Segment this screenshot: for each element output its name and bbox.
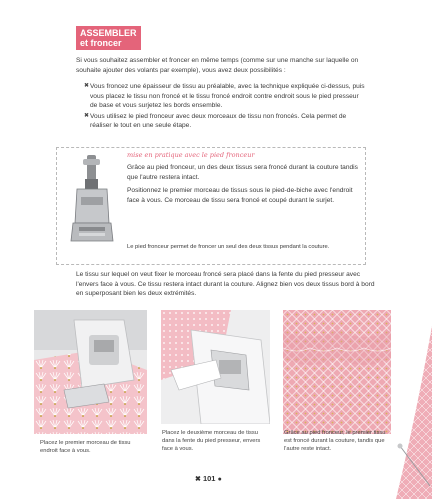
intro-paragraph: Si vous souhaitez assembler et froncer en même temps (comme sur une manche sur laquelle on souhaite ajouter des volants par exemple), vous avez deux possibilités :	[76, 57, 359, 74]
photo-caption-1: Placez le premier morceau de tissu endroit face à vous.	[40, 440, 131, 455]
page-number	[195, 474, 222, 483]
section-title-line2: et froncer	[80, 38, 122, 48]
box-caption: Le pied fronceur permet de froncer un seul des deux tissus pendant la couture.	[127, 244, 330, 250]
section-title-badge	[76, 26, 141, 50]
photo-caption-3: Grâce au pied fronceur, le premier tissu est froncé durant la couture, tandis que l'autre reste intact.	[284, 430, 386, 453]
presser-foot-photo	[63, 153, 120, 249]
box-paragraph: Grâce au pied fronceur, un des deux tissus sera froncé durant la couture tandis que l'autre restera intact.	[127, 164, 358, 181]
box-heading: mise en pratique avec le pied fronceur	[127, 151, 255, 159]
bullet-item	[84, 82, 366, 111]
dot-icon: ●	[217, 476, 222, 483]
sewing-photo-1	[34, 310, 147, 434]
decorative-fabric-corner	[386, 326, 432, 499]
assembly-paragraph: Le tissu sur lequel on veut fixer le morceau froncé sera placé dans la fente du pied presseur avec l'envers face à vous. Ce tissu restera intact durant la couture. Alignez bien vos deux tissus bord à bord en superposant bien les deux extrémités.	[76, 271, 375, 298]
page-number-value: 101	[202, 474, 216, 483]
box-body	[127, 163, 359, 209]
cross-bullet-icon: ✖	[84, 112, 90, 119]
section-title-line1: ASSEMBLER	[80, 28, 137, 38]
photo-caption-2: Placez le deuxième morceau de tissu dans la fente du pied presseur, envers face à vous.	[162, 430, 261, 453]
cross-bullet-icon: ✖	[84, 83, 90, 89]
box-paragraph: Positionnez le premier morceau de tissus sous le pied-de-biche avec l'endroit face à vous. Ce morceau de tissu sera froncé et coupé durant le surjet.	[127, 187, 353, 204]
cross-icon: ✖	[195, 476, 201, 483]
bullet-text: Vous utilisez le pied fronceur avec deux morceaux de tissu non froncés. Cela permet de réaliser le tout en une seule étape.	[90, 112, 347, 130]
bullet-text: Vous froncez une épaisseur de tissu au préalable, avec la technique expliquée ci-dessus, puis vous placez le tissu non froncé et le tissu froncé endroit contre endroit sous le pied presseur de base et vous surjetez les bords ensemble.	[90, 83, 365, 110]
bullet-item	[84, 112, 366, 131]
sewing-photo-3	[283, 310, 391, 434]
bullet-list	[84, 82, 366, 132]
sewing-photo-2	[161, 310, 270, 424]
